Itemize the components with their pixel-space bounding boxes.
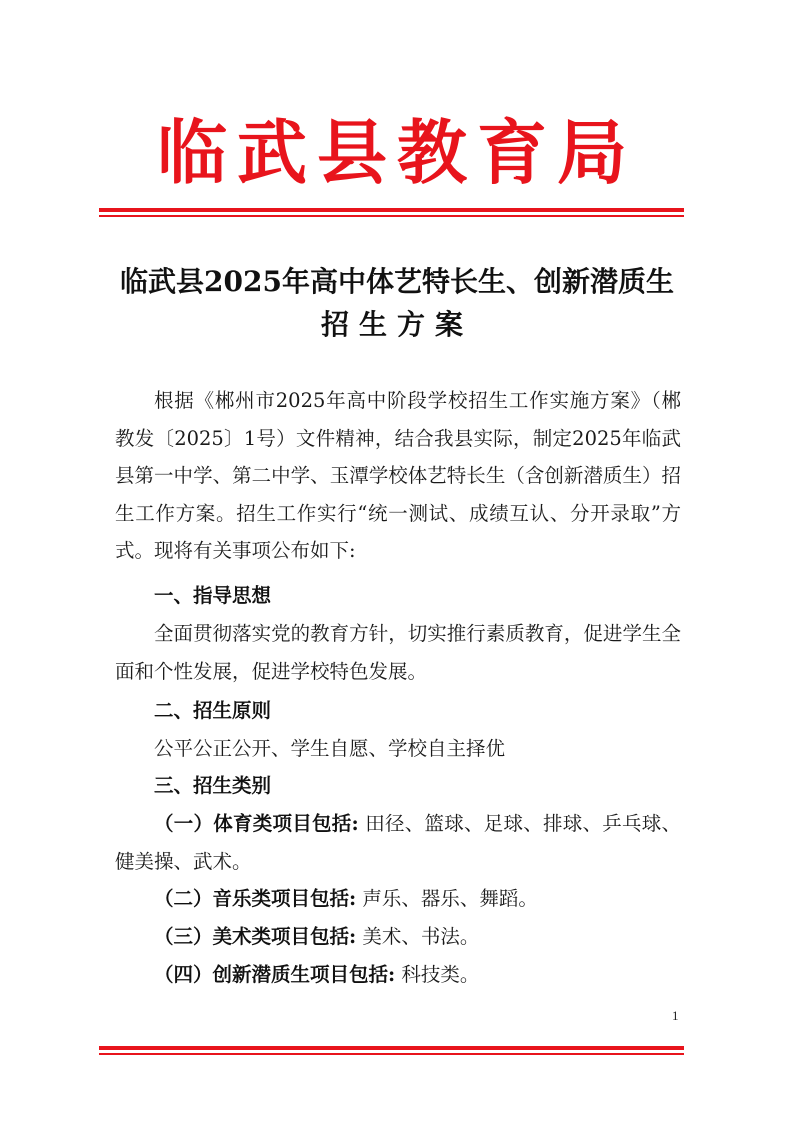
header-rule-thin xyxy=(99,215,684,217)
section-heading-principle: 二、招生原则 xyxy=(154,699,272,722)
footer-rule-thick xyxy=(99,1046,684,1050)
page-number: 1 xyxy=(672,1008,679,1023)
section-body-principle: 公平公正公开、学生自愿、学校自主择优 xyxy=(154,737,506,760)
document-title-line-2: 招生方案 xyxy=(320,308,473,341)
category-text-innovation: 科技类。 xyxy=(395,963,480,986)
category-text-art: 美术、书法。 xyxy=(356,925,480,948)
category-label-sports: （一）体育类项目包括: xyxy=(154,812,359,835)
issuer-header: 临武县教育局 xyxy=(157,111,637,194)
category-label-art: （三）美术类项目包括: xyxy=(154,925,357,948)
category-item-innovation xyxy=(115,956,681,994)
intro-paragraph: 根据《郴州市2025年高中阶段学校招生工作实施方案》（郴教发〔2025〕1号）文件精神，结合我县实际，制定2025年临武县第一中学、第二中学、玉潭学校体艺特长生（含创新潜质生）招生工作方案。招生工作实行“统一测试、成绩互认、分开录取”方式。现将有关事项公布如下: xyxy=(115,389,681,562)
header-rule-thick xyxy=(99,208,684,212)
category-item-art xyxy=(115,918,681,956)
section-heading-categories: 三、招生类别 xyxy=(154,774,272,797)
category-text-sports: 田径、篮球、足球、排球、乒乓球、健美操、武术。 xyxy=(115,812,682,873)
category-text-music: 声乐、器乐、舞蹈。 xyxy=(356,887,538,910)
document-title-line-1: 临武县2025年高中体艺特长生、创新潜质生 xyxy=(120,265,674,298)
category-item-sports xyxy=(115,805,681,880)
footer-rule-thin xyxy=(99,1053,684,1055)
category-item-music xyxy=(115,880,681,918)
category-label-music: （二）音乐类项目包括: xyxy=(154,887,357,910)
section-body-guiding: 全面贯彻落实党的教育方针，切实推行素质教育，促进学生全面和个性发展，促进学校特色发展。 xyxy=(115,622,681,683)
category-label-innovation: （四）创新潜质生项目包括: xyxy=(154,963,396,986)
section-heading-guiding: 一、指导思想 xyxy=(154,584,272,607)
